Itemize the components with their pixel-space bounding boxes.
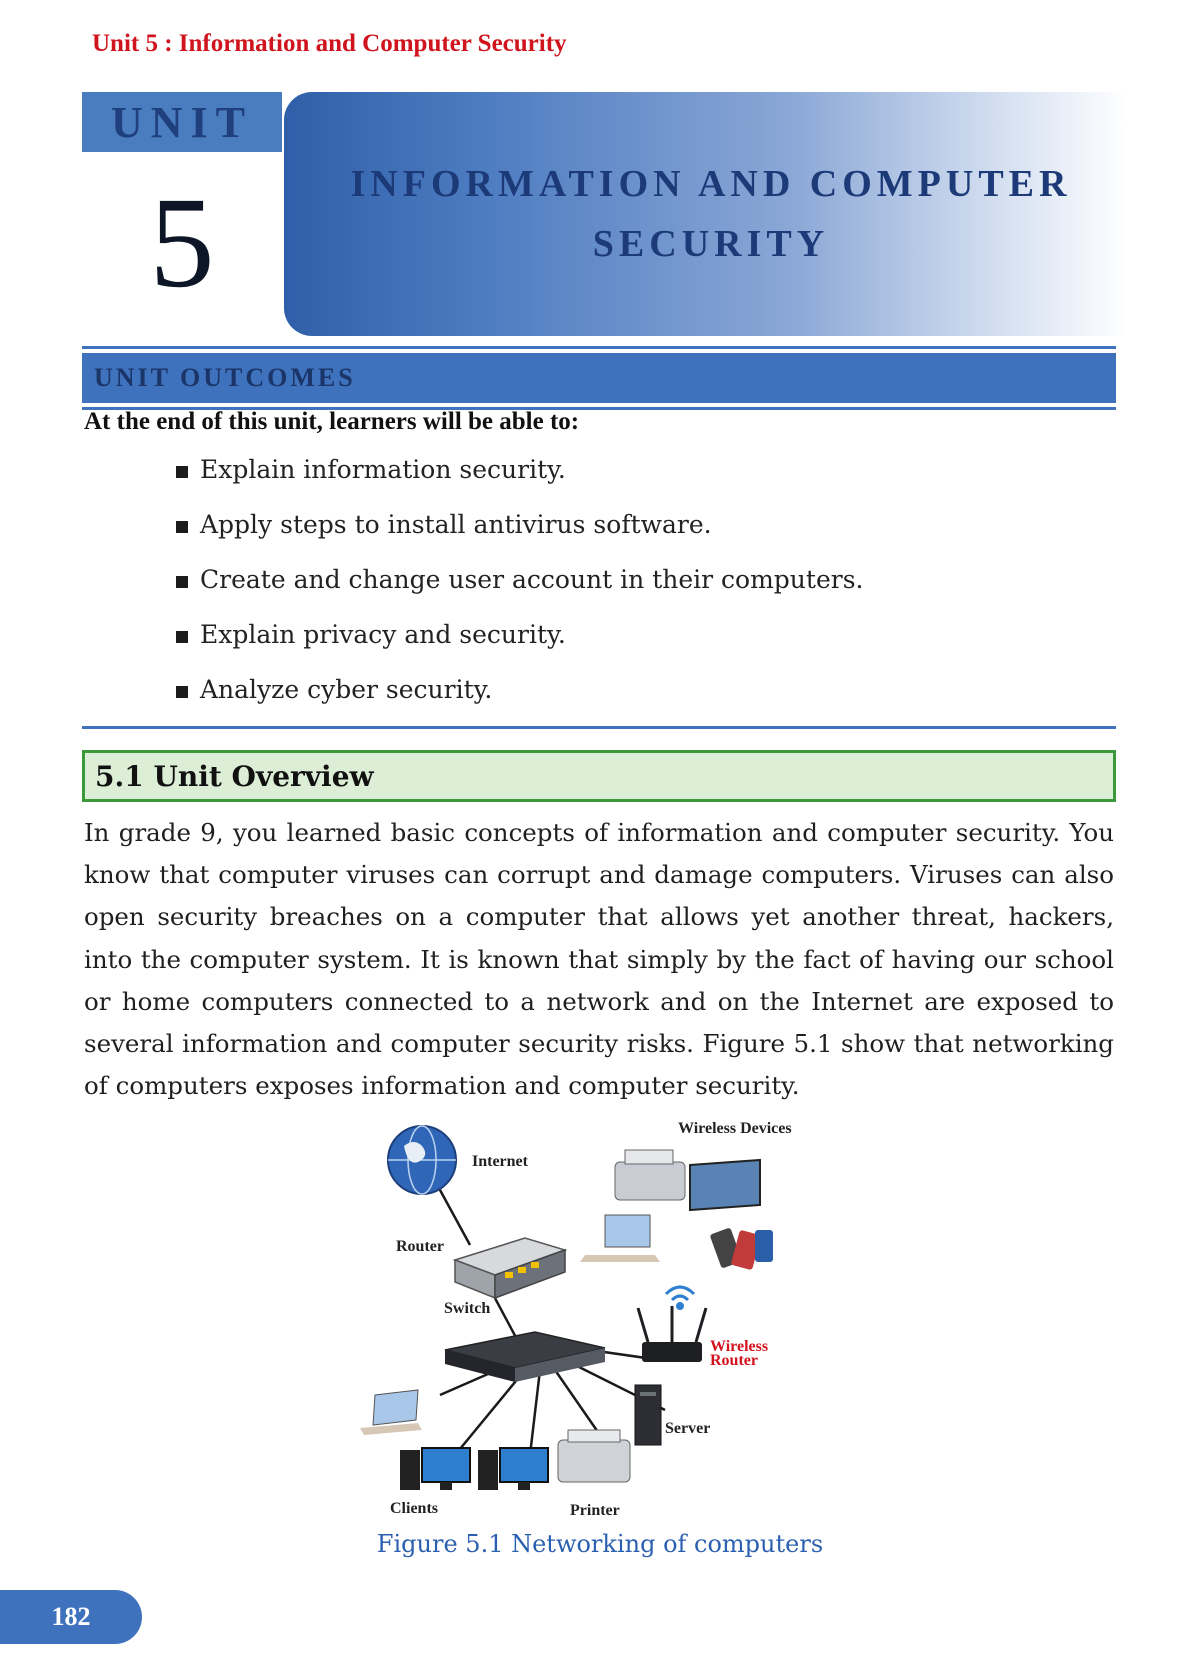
unit-title-line-2: SECURITY xyxy=(592,223,830,265)
square-bullet-icon xyxy=(176,686,188,698)
internet-label: Internet xyxy=(472,1153,528,1170)
printer-icon xyxy=(558,1430,630,1482)
overview-paragraph: In grade 9, you learned basic concepts of information and computer security. You know that computer viruses can corrupt and damage computers. Viruses can also open security breaches on a computer that allows yet another threat, hackers, into the computer system. It is known that simply by the fact of having our school or home computers connected to a network and on the Internet are exposed to several information and computer security risks. Figure 5.1 show that networking of computers exposes information and computer security. xyxy=(84,818,1114,1101)
list-item xyxy=(172,620,863,675)
unit-number: 5 xyxy=(149,171,215,315)
page-number: 182 xyxy=(0,1590,142,1644)
laptop-icon-client xyxy=(360,1390,422,1435)
router-icon xyxy=(455,1238,565,1298)
running-head: Unit 5 : Information and Computer Security xyxy=(92,30,567,57)
wireless-devices-label: Wireless Devices xyxy=(678,1120,792,1137)
tablet-icon xyxy=(690,1160,760,1210)
square-bullet-icon xyxy=(176,521,188,533)
unit-label: UNIT xyxy=(82,92,282,152)
unit-title-line-1: INFORMATION AND COMPUTER xyxy=(350,163,1072,205)
wifi-signal-icon xyxy=(666,1287,694,1309)
smartphones-icon xyxy=(710,1227,773,1270)
outcome-text: Explain privacy and security. xyxy=(200,620,566,649)
outcome-list xyxy=(172,455,863,730)
section-heading: 5.1 Unit Overview xyxy=(82,750,1116,802)
switch-icon xyxy=(445,1332,605,1382)
desktop-client-icon xyxy=(478,1448,548,1490)
outcome-text: Analyze cyber security. xyxy=(200,675,493,704)
network-figure xyxy=(360,1120,840,1530)
outcomes-heading-bar xyxy=(82,346,1116,410)
laptop-icon-wireless xyxy=(580,1215,660,1262)
wireless-router-label-1: Wireless xyxy=(710,1338,769,1355)
network-diagram xyxy=(360,1120,840,1530)
server-label: Server xyxy=(665,1420,711,1437)
list-item xyxy=(172,675,863,730)
switch-label: Switch xyxy=(444,1300,491,1317)
list-item xyxy=(172,455,863,510)
wireless-router-icon xyxy=(638,1306,706,1362)
outcome-text: Explain information security. xyxy=(200,455,566,484)
section-divider xyxy=(82,726,1116,729)
printer-label: Printer xyxy=(570,1502,620,1519)
desktop-client-icon xyxy=(400,1448,470,1490)
router-label: Router xyxy=(396,1238,444,1255)
globe-icon xyxy=(388,1126,456,1194)
list-item xyxy=(172,510,863,565)
server-icon xyxy=(635,1385,661,1445)
outcomes-intro: At the end of this unit, learners will be able to: xyxy=(84,408,580,435)
wireless-router-label-2: Router xyxy=(710,1352,758,1369)
printer-icon-wireless xyxy=(615,1150,685,1200)
figure-caption: Figure 5.1 Networking of computers xyxy=(376,1530,824,1558)
outcome-text: Create and change user account in their computers. xyxy=(200,565,864,594)
outcome-text: Apply steps to install antivirus software. xyxy=(200,510,712,539)
unit-title-banner xyxy=(284,92,1128,336)
list-item xyxy=(172,565,863,620)
clients-label: Clients xyxy=(390,1500,438,1517)
square-bullet-icon xyxy=(176,466,188,478)
square-bullet-icon xyxy=(176,576,188,588)
outcomes-heading: UNIT OUTCOMES xyxy=(82,353,1116,403)
square-bullet-icon xyxy=(176,631,188,643)
